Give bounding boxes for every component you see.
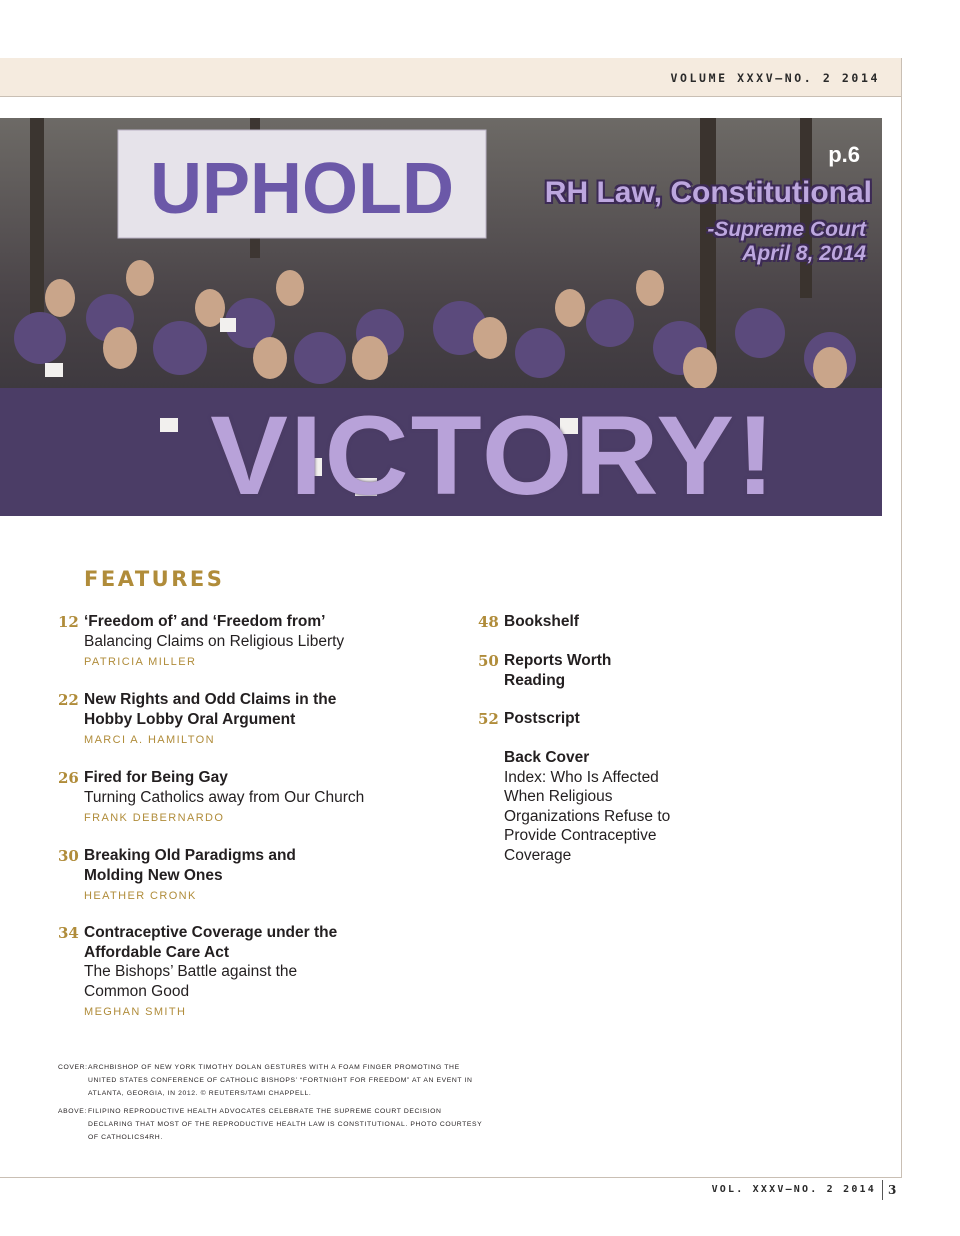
page-number: 12 xyxy=(58,613,79,631)
victory-overlay-text: VICTORY! xyxy=(210,393,777,516)
toc-entry[interactable] xyxy=(478,709,758,748)
entry-title: Reports Worth Reading xyxy=(504,652,612,689)
toc-entry[interactable] xyxy=(478,651,758,709)
photo-captions xyxy=(58,1062,488,1151)
page-number: 50 xyxy=(478,652,499,670)
page-number-footer: 3 xyxy=(888,1183,897,1197)
entry-title: ‘Freedom of’ and ‘Freedom from’ xyxy=(84,613,326,630)
entry-author: MARCI A. HAMILTON xyxy=(84,734,215,746)
entry-title: Back Cover xyxy=(504,749,590,766)
entry-title: Contraceptive Coverage under the Affordable Care Act xyxy=(84,924,338,961)
entry-title: Fired for Being Gay xyxy=(84,769,228,786)
above-caption xyxy=(58,1106,488,1144)
footer-separator xyxy=(882,1180,883,1200)
issue-volume: VOLUME XXXV—NO. 2 2014 xyxy=(670,71,880,85)
caption-text: ARCHBISHOP OF NEW YORK TIMOTHY DOLAN GESTURES WITH A FOAM FINGER PROMOTING THE UNITED STATES CONFERENCE OF CATHOLIC BISHOPS’ “FORTNIGHT FOR FREEDOM” AT AN EVENT IN ATLANTA, GEORGIA, IN 2012. © REUTERS/TAMI CHAPPELL. xyxy=(88,1064,473,1097)
page-number: 34 xyxy=(58,924,79,942)
photo-subhead xyxy=(707,218,866,266)
page-number: 48 xyxy=(478,613,499,631)
entry-author: HEATHER CRONK xyxy=(84,890,197,902)
entry-subtitle: Balancing Claims on Religious Liberty xyxy=(84,632,345,650)
entry-title: Bookshelf xyxy=(504,613,579,630)
toc-entry-back-cover[interactable] xyxy=(478,748,758,865)
right-margin-rule xyxy=(901,58,902,1178)
page-number: 52 xyxy=(478,710,499,728)
toc-entry[interactable] xyxy=(58,923,418,1019)
entry-author: FRANK DEBERNARDO xyxy=(84,812,225,824)
page-number: 22 xyxy=(58,691,79,709)
cover-caption xyxy=(58,1062,488,1100)
page-number: 30 xyxy=(58,847,79,865)
photo-subhead-line2: April 8, 2014 xyxy=(742,242,866,265)
bottom-rule xyxy=(0,1177,902,1178)
toc-entry[interactable] xyxy=(58,846,418,923)
caption-label: ABOVE: xyxy=(58,1108,87,1116)
page-reference: p.6 xyxy=(828,142,860,167)
entry-author: MEGHAN SMITH xyxy=(84,1006,187,1018)
entry-subtitle: Index: Who Is Affected When Religious Organizations Refuse to Provide Contraceptive Coverage xyxy=(504,768,671,864)
entry-title: Breaking Old Paradigms and Molding New Ones xyxy=(84,847,296,884)
entry-author: PATRICIA MILLER xyxy=(84,656,197,668)
features-left-column xyxy=(58,612,418,1019)
caption-label: COVER: xyxy=(58,1064,88,1071)
toc-entry[interactable] xyxy=(58,612,418,690)
features-right-column xyxy=(478,612,758,865)
feature-photo xyxy=(0,118,882,516)
entry-title: Postscript xyxy=(504,710,580,727)
entry-title: New Rights and Odd Claims in the Hobby Lobby Oral Argument xyxy=(84,691,337,728)
toc-entry[interactable] xyxy=(478,612,758,651)
header-band xyxy=(0,58,902,97)
toc-entry[interactable] xyxy=(58,690,418,768)
entry-subtitle: Turning Catholics away from Our Church xyxy=(84,788,365,806)
entry-subtitle: The Bishops’ Battle against the Common Good xyxy=(84,963,298,1000)
page-number: 26 xyxy=(58,769,79,787)
caption-text: FILIPINO REPRODUCTIVE HEALTH ADVOCATES CELEBRATE THE SUPREME COURT DECISION DECLARING THAT MOST OF THE REPRODUCTIVE HEALTH LAW IS CONSTITUTIONAL. PHOTO COURTESY OF CATHOLICS4RH. xyxy=(88,1108,483,1141)
toc-entry[interactable] xyxy=(58,768,418,846)
photo-headline: RH Law, Constitutional xyxy=(544,176,872,209)
footer-volume: VOL. XXXV—NO. 2 2014 xyxy=(711,1184,876,1195)
photo-subhead-line1: -Supreme Court xyxy=(707,218,866,241)
banner-text: UPHOLD xyxy=(150,149,454,229)
features-heading: FEATURES xyxy=(84,567,225,591)
